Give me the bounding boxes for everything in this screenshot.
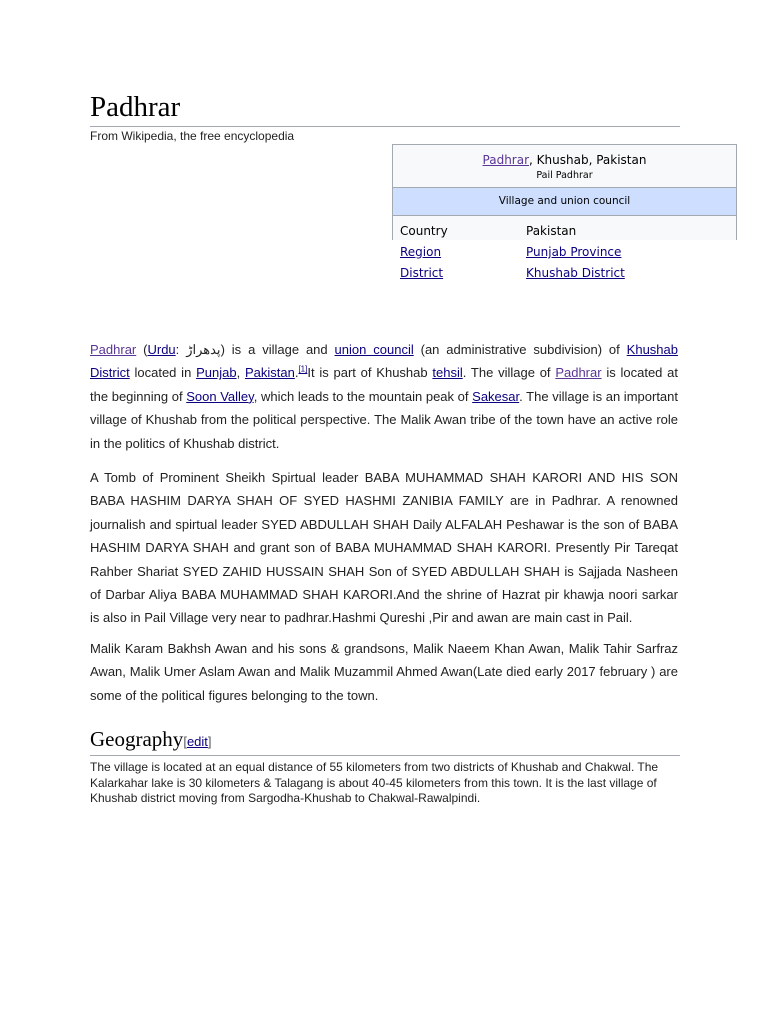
intro-text-5: located in [129,365,197,381]
sakesar-link[interactable]: Sakesar [472,388,520,404]
infobox-header [392,144,737,188]
infobox-type: Village and union council [392,188,737,216]
paragraph-tomb: A Tomb of Prominent Sheikh Spirtual leader BABA MUHAMMAD SHAH KARORI AND HIS SON BABA HASHIM DARYA SHAH OF SYED HASHMI ZANIBIA FAMILY are in Padhrar. A renowned journalish and spirtual leader SYED ABDULLAH SHAH Daily ALFALAH Peshawar is the son of BABA HASHIM DARYA SHAH and grant son of BABA MUHAMMAD SHAH KARORI. Presently Pir Tareqat Rahber Shariat SYED ZAHID HUSSAIN SHAH Son of SYED ABDULLAH SHAH is Sajjada Nasheen of Darbar Aliya BABA MUHAMMAD SHAH KARORI.And the shrine of Hazrat pir khawja noori sarkar is also in Pail Village very near to padhrar.Hashmi Qureshi ,Pir and awan are main cast in Pail. [90,470,678,626]
infobox-label-district-link[interactable]: District [400,266,444,280]
intro-text-12: . The village is an important village of Khushab from the political perspective. The Malik Awan tribe of the town have an active role in the politics of Khushab district. [90,388,678,451]
infobox-name-rest: , Khushab, Pakistan [529,153,647,167]
urdu-name: پدھراڑ [186,342,221,357]
intro-text-11: , which leads to the mountain peak of [253,388,473,404]
infobox-row-district [392,266,737,287]
infobox-label-region-link[interactable]: Region [400,245,442,259]
edit-section [183,734,211,749]
soon-valley-link[interactable]: Soon Valley [186,388,254,404]
intro-paragraph [90,338,678,455]
edit-bracket-close: ] [207,734,212,749]
intro-text-10: is located at the beginning of [90,365,679,404]
reference-link[interactable]: [1] [298,365,308,375]
padhrar-link-2[interactable]: Padhrar [555,365,602,381]
padhrar-link[interactable]: Padhrar [90,342,137,357]
edit-link[interactable]: edit [186,734,208,749]
infobox-row-list [392,224,737,287]
pakistan-link[interactable]: Pakistan [244,365,295,381]
geography-heading [90,726,680,756]
infobox-label-country: Country [400,224,448,238]
geography-text: The village is located at an equal distance of 55 kilometers from two districts of Khushab and Chakwal. The Kalarkahar lake is 30 kilometers & Talagang is about 40-45 kilometers from this town. It is the last village of Khushab district moving from Sargodha-Khushab to Chakwal-Rawalpindi. [90,760,659,805]
tehsil-link[interactable]: tehsil [432,365,463,381]
infobox-value-region-link[interactable]: Punjab Province [526,245,622,259]
infobox-title [393,153,736,167]
intro-text-8: It is part of Khushab [307,365,433,381]
page-title: Padhrar [90,90,680,127]
infobox [392,144,737,280]
infobox-subtitle: Pail Padhrar [536,170,593,181]
page-tagline: From Wikipedia, the free encyclopedia [90,129,295,143]
infobox-value-district-link[interactable]: Khushab District [526,266,625,280]
intro-text-6: , [236,365,245,381]
infobox-row-country [392,224,737,245]
union-council-link[interactable]: union council [334,342,414,357]
paragraph-political-figures: Malik Karam Bakhsh Awan and his sons & grandsons, Malik Naeem Khan Awan, Malik Tahir Sarfraz Awan, Malik Umer Aslam Awan and Malik Muzammil Ahmed Awan(Late died early 2017 february ) are some of the political figures belonging to the town. [90,641,678,703]
punjab-link[interactable]: Punjab [196,365,237,381]
intro-text-7: . [294,365,299,381]
geography-heading-text: Geography [90,727,184,751]
intro-text-2: : [175,342,187,357]
intro-text-1: ( [136,342,148,357]
edit-bracket-open: [ [183,734,187,749]
infobox-value-country: Pakistan [526,224,577,238]
intro-text-3: ) is a village and [220,342,335,357]
intro-text-9: . The village of [462,365,556,381]
infobox-row-region [392,245,737,266]
urdu-link[interactable]: Urdu [147,342,176,357]
infobox-name-link[interactable]: Padhrar [482,153,530,167]
khushab-district-link[interactable]: Khushab District [90,342,678,381]
intro-text-4: (an administrative subdivision) of [413,342,627,357]
